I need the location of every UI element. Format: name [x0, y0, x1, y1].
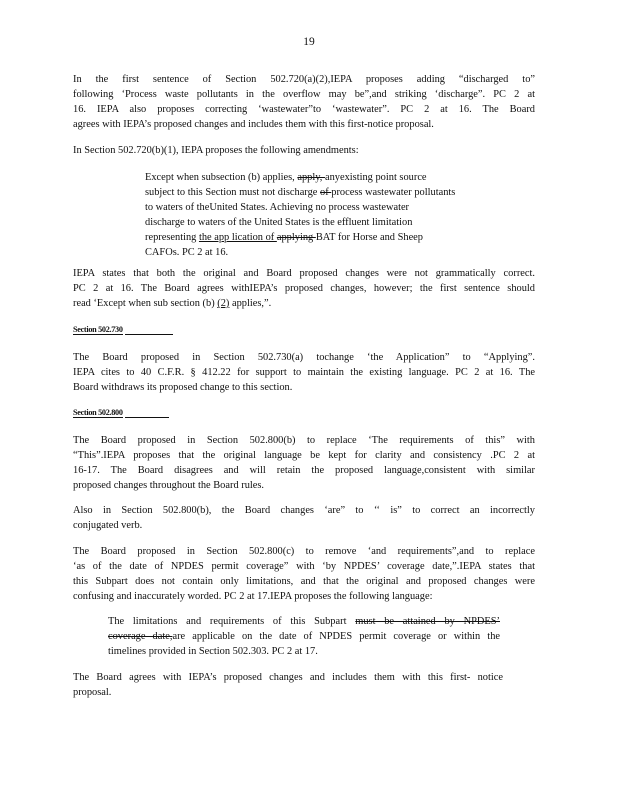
text-line: Also in Section 502.800(b), the Board changes ‘are” to ‘‘ is” to correct an incorrectly	[73, 505, 535, 516]
struck-text: must be attained by NPDES’	[355, 616, 500, 627]
proposed-language-quote	[108, 614, 500, 659]
struck-text: coverage date,	[108, 631, 173, 642]
paragraph-section-502-720-b1	[73, 143, 535, 158]
text-line: IEPA states that both the original and Board proposed changes were not grammatically correct.	[73, 268, 535, 279]
text-line: read ‘Except when sub section (b) (2) applies,”.	[73, 298, 272, 309]
text-line: Except when subsection (b) applies, apply, anyexisting point source	[145, 172, 427, 183]
section-heading-502-730: Section 502.730	[73, 325, 173, 335]
text-line: IEPA cites to 40 C.F.R. § 412.22 for support to maintain the existing language. PC 2 at 16. The	[73, 367, 535, 378]
text-line: following ‘Process waste pollutants in the overflow may be”,and striking ‘discharge”. PC 2 at	[73, 89, 535, 100]
paragraph-section-502-720-a2	[73, 72, 535, 132]
text-line: Board withdraws its proposed change to this section.	[73, 382, 293, 393]
underlined-text: (2)	[217, 298, 230, 309]
text-line: subject to this Section must not discharge of process wastewater pollutants	[145, 187, 456, 198]
text-line: PC 2 at 16. The Board agrees withIEPA’s proposed changes, however; the first sentence should	[73, 283, 535, 294]
text-line: proposed changes throughout the Board rules.	[73, 480, 265, 491]
text-line: The Board proposed in Section 502.800(c) to remove ‘and requirements”,and to replace	[73, 546, 535, 557]
text-line: The limitations and requirements of this Subpart must be attained by NPDES’	[108, 616, 500, 627]
text-line: 16-17. The Board disagrees and will retain the proposed language,consistent with similar	[73, 465, 535, 476]
paragraph-conjugated-verb	[73, 503, 535, 533]
text-line: ‘as of the date of NPDES permit coverage” with ‘by NPDES’ coverage date,”.IEPA states that	[73, 561, 535, 572]
text-line: CAFOs. PC 2 at 16.	[145, 247, 229, 258]
paragraph-section-502-730	[73, 350, 535, 395]
text-line: confusing and inaccurately worded. PC 2 at 17.IEPA proposes the following language:	[73, 591, 433, 602]
text-line: timelines provided in Section 502.303. PC 2 at 17.	[108, 646, 318, 657]
text-line: The Board agrees with IEPA’s proposed changes and includes them with this first- notice	[73, 672, 503, 683]
proposed-amendment-quote	[145, 170, 497, 260]
text-line: 16. IEPA also proposes correcting ‘wastewater”to ‘wastewater”. PC 2 at 16. The Board	[73, 104, 535, 115]
text-line: coverage date,are applicable on the date of NPDES permit coverage or within the	[108, 631, 500, 642]
struck-text: apply,	[297, 172, 325, 183]
text-line: “This”.IEPA proposes that the original language be kept for clarity and consistency .PC 2 at	[73, 450, 535, 461]
paragraph-iepa-grammar	[73, 266, 535, 311]
text-line: representing the app lication of applying BAT for Horse and Sheep	[145, 232, 423, 243]
text-line: proposal.	[73, 687, 112, 698]
text-line: discharge to waters of the United States is the effluent limitation	[145, 217, 413, 228]
text-line: In the first sentence of Section 502.720(a)(2),IEPA proposes adding “discharged to”	[73, 74, 535, 85]
struck-text: of	[320, 187, 332, 198]
section-heading-502-800: Section 502.800	[73, 408, 169, 418]
text-line: The Board proposed in Section 502.800(b) to replace ‘The requirements of this” with	[73, 435, 535, 446]
paragraph-section-502-800-b	[73, 433, 535, 493]
underlined-text: the app lication of	[198, 232, 277, 243]
struck-text: applying	[276, 232, 316, 243]
paragraph-section-502-800-c	[73, 544, 535, 604]
text-line: to waters of theUnited States. Achieving no process wastewater	[145, 202, 410, 213]
text-line: The Board proposed in Section 502.730(a) tochange ‘the Application” to “Applying”.	[73, 352, 535, 363]
text-line: conjugated verb.	[73, 520, 143, 531]
text-line: In Section 502.720(b)(1), IEPA proposes the following amendments:	[73, 145, 359, 156]
page-number: 19	[303, 36, 315, 48]
text-line: this Subpart does not contain only limitations, and that the original and proposed changes were	[73, 576, 535, 587]
paragraph-board-agrees	[73, 670, 503, 700]
text-line: agrees with IEPA’s proposed changes and includes them with this first-notice proposal.	[73, 119, 434, 130]
